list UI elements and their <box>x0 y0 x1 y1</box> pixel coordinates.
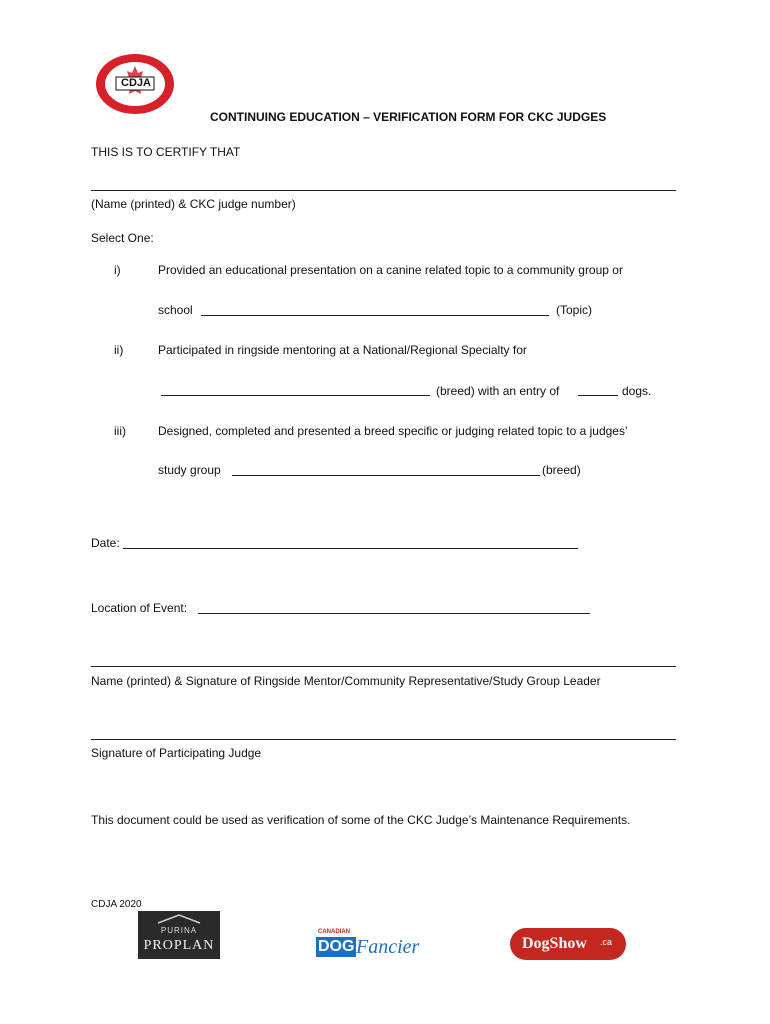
option-3-study-group-label: study group <box>158 463 221 477</box>
mentor-caption: Name (printed) & Signature of Ringside Mentor/Community Representative/Study Group Leader <box>91 674 601 688</box>
topic-line[interactable] <box>201 315 549 316</box>
fancier-word-label: Fancier <box>356 936 420 958</box>
certify-text: THIS IS TO CERTIFY THAT <box>91 145 241 159</box>
option-1-topic-label: (Topic) <box>556 303 593 317</box>
purina-label: PURINA <box>160 926 198 935</box>
entry-count-line[interactable] <box>578 395 618 396</box>
location-line[interactable] <box>198 613 590 614</box>
date-line[interactable] <box>123 548 578 549</box>
judge-signature-line[interactable] <box>91 739 676 740</box>
option-2-entry-text: (breed) with an entry of <box>436 384 560 398</box>
fancier-small-label: CANADIAN <box>318 929 350 935</box>
verification-note: This document could be used as verification of some of the CKC Judge’s Maintenance Requirements. <box>91 813 631 827</box>
name-line[interactable] <box>91 190 676 191</box>
dogshow-suffix-label: .ca <box>600 937 613 947</box>
select-one-label: Select One: <box>91 231 154 245</box>
judge-caption: Signature of Participating Judge <box>91 746 262 760</box>
dogshow-label: DogShow <box>522 935 587 952</box>
mentor-signature-line[interactable] <box>91 666 676 667</box>
purina-proplan-logo <box>138 911 220 959</box>
fancier-dog-label: DOG <box>318 938 355 955</box>
option-3-breed-label: (breed) <box>542 463 581 477</box>
study-group-line[interactable] <box>232 475 540 476</box>
option-2-number: ii) <box>114 343 124 357</box>
location-label: Location of Event: <box>91 601 188 615</box>
form-title: CONTINUING EDUCATION – VERIFICATION FORM FOR CKC JUDGES <box>210 110 607 124</box>
breed-line[interactable] <box>161 395 430 396</box>
dogshow-logo <box>510 928 626 960</box>
proplan-label: PROPLAN <box>143 938 215 953</box>
date-label: Date: <box>91 536 120 550</box>
option-2-text: Participated in ringside mentoring at a National/Regional Specialty for <box>158 343 527 357</box>
dog-fancier-logo <box>316 929 432 963</box>
option-3-text: Designed, completed and presented a breed specific or judging related topic to a judges’ <box>158 424 628 438</box>
name-caption: (Name (printed) & CKC judge number) <box>91 197 296 211</box>
footer-text: CDJA 2020 <box>91 899 142 910</box>
option-1-school-label: school <box>158 303 193 317</box>
option-2-dogs-label: dogs. <box>622 384 652 398</box>
option-1-number: i) <box>114 263 121 277</box>
option-1-text: Provided an educational presentation on a canine related topic to a community group or <box>158 263 623 277</box>
option-3-number: iii) <box>114 424 126 438</box>
cdja-logo <box>94 52 176 116</box>
logo-text: CDJA <box>121 77 151 89</box>
